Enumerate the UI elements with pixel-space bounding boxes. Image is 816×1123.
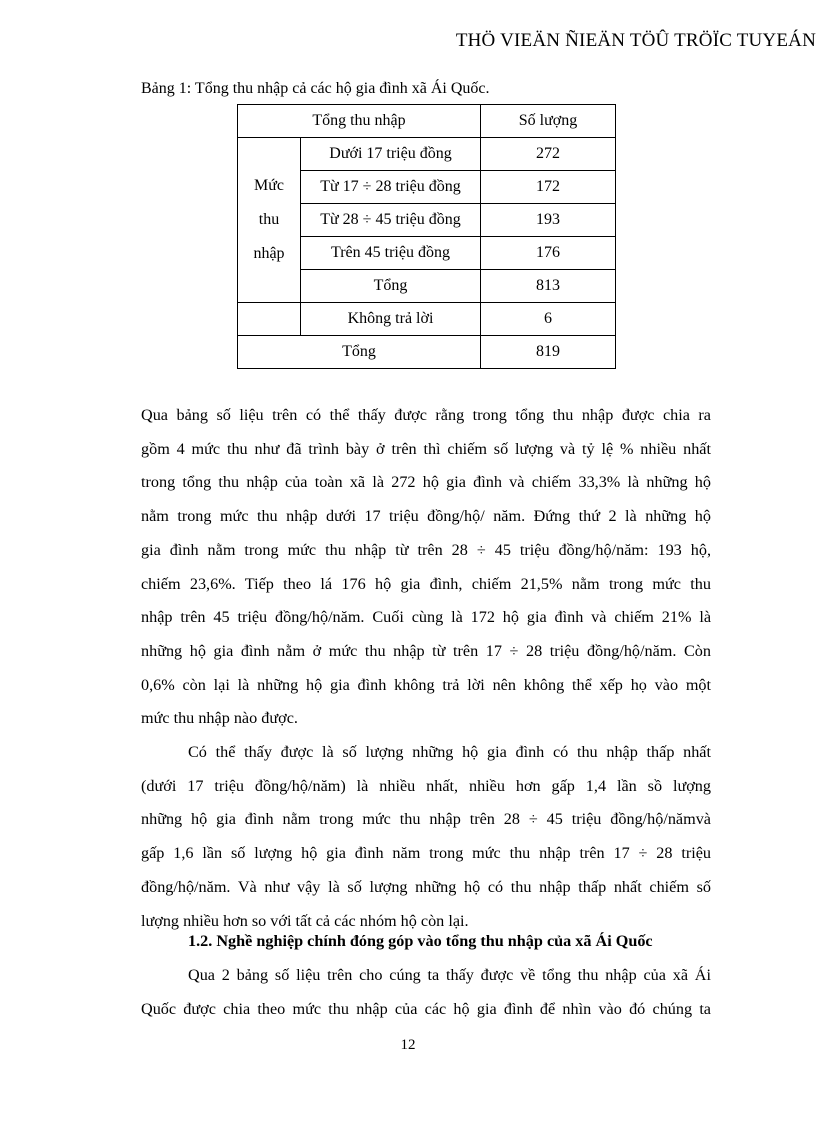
- total-value: 819: [481, 336, 616, 369]
- row-label: Không trả lời: [301, 303, 481, 336]
- row-value: 272: [481, 138, 616, 171]
- total-label: Tổng: [238, 336, 481, 369]
- paragraph-intro: [141, 959, 711, 1026]
- table-total-row: [238, 336, 616, 369]
- table-caption: Bảng 1: Tổng thu nhập cả các hộ gia đình xã Ái Quốc.: [141, 80, 490, 97]
- text-line: (dưới 17 triệu đồng/hộ/năm) là nhiều nhất, nhiều hơn gấp 1,4 lần sồ lượng: [141, 776, 711, 795]
- text-line: trong tổng thu nhập của toàn xã là 272 hộ gia đình và chiếm 33,3% là những hộ: [141, 473, 711, 492]
- text-line: Có thể thấy được là số lượng những hộ gia đình có thu nhập thấp nhất: [188, 743, 711, 762]
- text-line: gia đình nằm trong mức thu nhập từ trên 28 ÷ 45 triệu đồng/hộ/năm: 193 hộ,: [141, 540, 711, 559]
- text-line: gấp 1,6 lần số lượng hộ gia đình năm trong mức thu nhập trên 17 ÷ 28 triệu: [141, 844, 711, 863]
- row-value: 172: [481, 171, 616, 204]
- text-line: nằm trong mức thu nhập dưới 17 triệu đồng/hộ/ năm. Đứng thứ 2 là những hộ: [141, 507, 711, 526]
- section-heading: 1.2. Nghề nghiệp chính đóng góp vào tổng thu nhập của xã Ái Quốc: [188, 932, 653, 950]
- row-label: Trên 45 triệu đồng: [301, 237, 481, 270]
- text-line: những hộ gia đình nằm trong mức thu nhập trên 28 ÷ 45 triệu đồng/hộ/nămvà: [141, 810, 711, 829]
- text-line: nhập trên 45 triệu đồng/hộ/năm. Cuối cùng là 172 hộ gia đình và chiếm 21% là: [141, 608, 711, 627]
- table-row: [238, 138, 616, 171]
- row-label: Từ 17 ÷ 28 triệu đồng: [301, 171, 481, 204]
- text-line: gồm 4 mức thu như đã trình bày ở trên thì chiếm số lượng và tỷ lệ % nhiều nhất: [141, 439, 711, 458]
- header-income: Tổng thu nhập: [238, 105, 481, 138]
- text-line: những hộ gia đình nằm ở mức thu nhập từ trên 17 ÷ 28 triệu đồng/hộ/năm. Còn: [141, 641, 711, 660]
- row-label: Tổng: [301, 270, 481, 303]
- row-value: 193: [481, 204, 616, 237]
- page-header: THÖ VIEÄN ÑIEÄN TÖÛ TRÖÏC TUYEÁN: [455, 30, 816, 51]
- table-header-row: [238, 105, 616, 138]
- table-row: [238, 303, 616, 336]
- text-line: đồng/hộ/năm. Và như vậy là số lượng những hộ có thu nhập thấp nhất chiếm số: [141, 877, 711, 896]
- text-line: Quốc được chia theo mức thu nhập của các hộ gia đình để nhìn vào đó chúng ta: [141, 999, 711, 1018]
- paragraph-analysis: [141, 399, 711, 938]
- group-label-line: nhập: [253, 245, 285, 262]
- text-line: lượng nhiều hơn so với tất cả các nhóm hộ còn lại.: [141, 911, 469, 930]
- row-value: 6: [481, 303, 616, 336]
- row-label: Dưới 17 triệu đồng: [301, 138, 481, 171]
- text-line: 0,6% còn lại là những hộ gia đình không trả lời nên không thể xếp họ vào một: [141, 675, 711, 694]
- row-label: Từ 28 ÷ 45 triệu đồng: [301, 204, 481, 237]
- group-label: [238, 138, 301, 303]
- text-line: chiếm 23,6%. Tiếp theo lá 176 hộ gia đình, chiếm 21,5% nằm trong mức thu: [141, 574, 711, 593]
- group-label-line: Mức: [254, 177, 284, 194]
- empty-cell: [238, 303, 301, 336]
- text-line: Qua 2 bảng số liệu trên cho cúng ta thấy được về tổng thu nhập của xã Ái: [188, 966, 711, 984]
- text-line: mức thu nhập nào được.: [141, 709, 298, 728]
- income-table: [237, 104, 616, 369]
- group-label-line: thu: [258, 211, 280, 228]
- row-value: 813: [481, 270, 616, 303]
- text-line: Qua bảng số liệu trên có thể thấy được rằng trong tổng thu nhập được chia ra: [141, 406, 711, 424]
- row-value: 176: [481, 237, 616, 270]
- page-number: 12: [400, 1037, 416, 1053]
- header-count: Số lượng: [481, 105, 616, 138]
